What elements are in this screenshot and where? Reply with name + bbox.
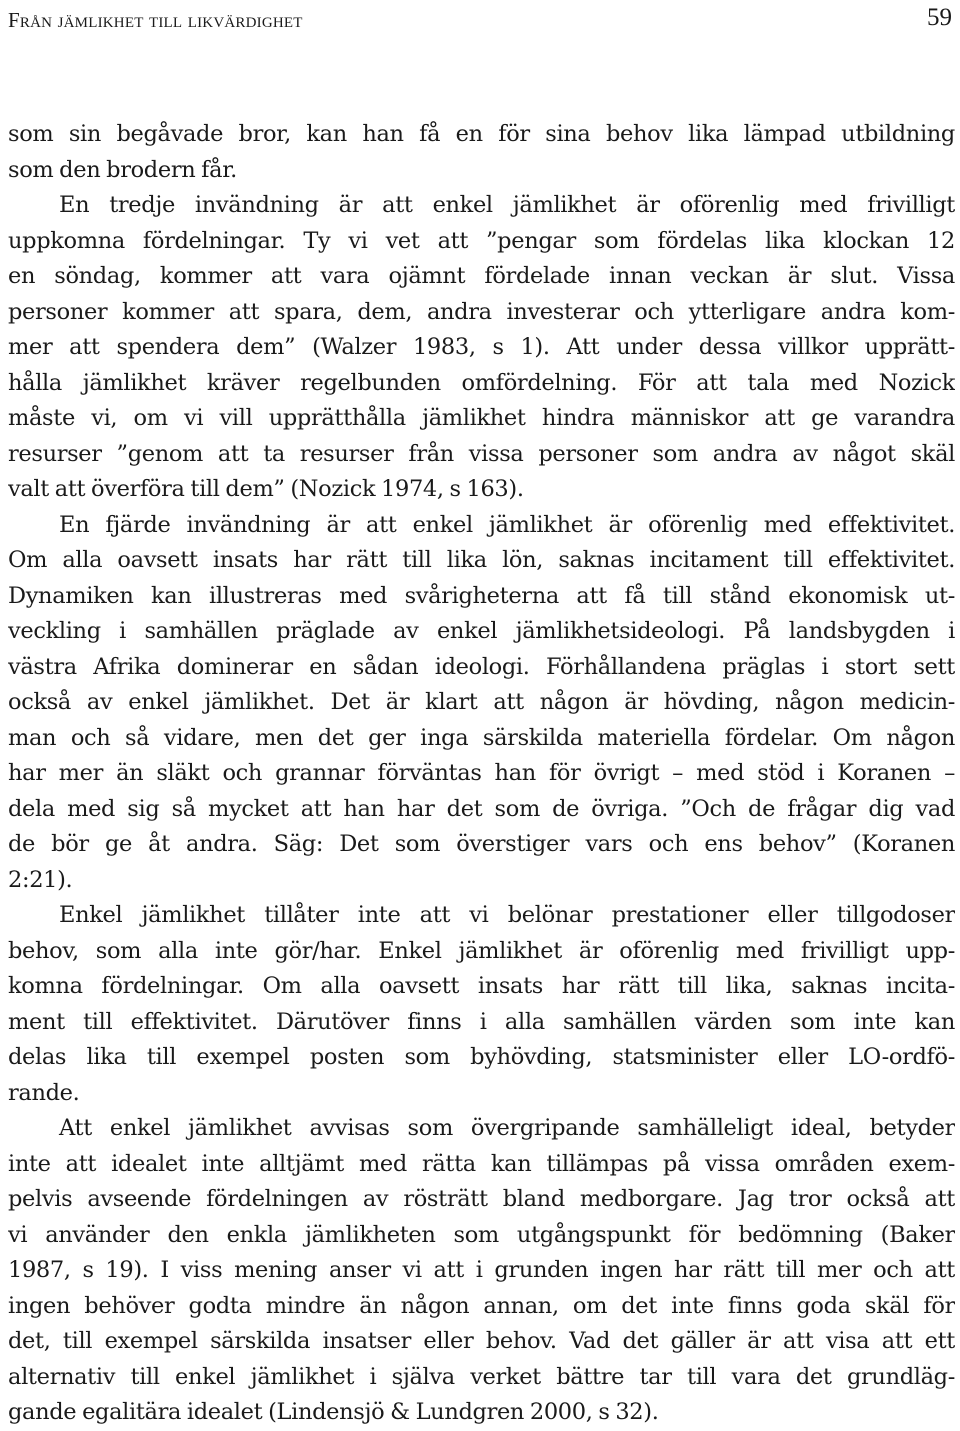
text-line: västra Afrika dominerar en sådan ideologi. Förhållandena präglas i stort sett	[8, 653, 955, 680]
page-number: 59	[927, 4, 952, 31]
text-line: resurser ”genom att ta resurser från vissa personer som andra av något skäl	[8, 440, 955, 467]
text-line: det, till exempel särskilda insatser eller behov. Vad det gäller är att visa att ett	[8, 1328, 955, 1354]
text-line: 1987, s 19). I viss mening anser vi att i grunden ingen har rätt till mer och att	[8, 1257, 955, 1283]
text-line: också av enkel jämlikhet. Det är klart att någon är hövding, någon medicin-	[8, 689, 955, 715]
text-line: måste vi, om vi vill upprätthålla jämlikhet hindra människor att ge varandra	[8, 405, 955, 431]
text-line: alternativ till enkel jämlikhet i själva verket bättre tar till vara det grundläg-	[8, 1363, 955, 1390]
text-line: veckling i samhällen präglade av enkel jämlikhetsideologi. På landsbygden i	[8, 618, 955, 644]
paragraph	[8, 188, 955, 508]
text-line: mer att spendera dem” (Walzer 1983, s 1). Att under dessa villkor upprätt-	[8, 334, 955, 360]
text-line: som sin begåvade bror, kan han få en för sina behov lika lämpad utbildning	[8, 121, 955, 147]
text-line: Om alla oavsett insats har rätt till lika lön, saknas incitament till effektivitet.	[8, 547, 955, 573]
text-line: En fjärde invändning är att enkel jämlikhet är oförenlig med effektivitet.	[59, 511, 955, 538]
text-line: som den brodern får.	[8, 156, 237, 183]
text-line: Dynamiken kan illustreras med svårigheterna att få till stånd ekonomisk ut-	[8, 582, 955, 609]
text-line: gande egalitära idealet (Lindensjö & Lundgren 2000, s 32).	[8, 1399, 659, 1425]
text-line: personer kommer att spara, dem, andra investerar och ytterligare andra kom-	[8, 298, 955, 325]
paragraph	[8, 1111, 955, 1431]
paragraph	[8, 117, 955, 188]
text-line: Att enkel jämlikhet avvisas som övergripande samhälleligt ideal, betyder	[59, 1115, 955, 1141]
running-head-title: Från jämlikhet till likvärdighet	[8, 8, 303, 32]
text-line: de bör ge åt andra. Säg: Det som överstiger vars och ens behov” (Koranen	[8, 831, 955, 857]
text-line: behov, som alla inte gör/har. Enkel jämlikhet är oförenlig med frivilligt upp-	[8, 937, 955, 964]
paragraph	[8, 508, 955, 899]
body-text	[8, 117, 955, 1431]
text-line: en söndag, kommer att vara ojämnt fördelade innan veckan är slut. Vissa	[8, 263, 955, 289]
running-head	[8, 0, 952, 34]
text-line: har mer än släkt och grannar förväntas han för övrigt – med stöd i Koranen –	[8, 760, 955, 786]
text-line: dela med sig så mycket att han har det som de övriga. ”Och de frågar dig vad	[8, 795, 955, 822]
text-line: ingen behöver godta mindre än någon annan, om det inte finns goda skäl för	[8, 1292, 955, 1319]
text-line: pelvis avseende fördelningen av rösträtt bland medborgare. Jag tror också att	[8, 1186, 955, 1212]
text-line: hålla jämlikhet kräver regelbunden omfördelning. För att tala med Nozick	[8, 369, 955, 396]
text-line: inte att idealet inte alltjämt med rätta kan tillämpas på vissa områden exem-	[8, 1150, 955, 1177]
paragraph	[8, 898, 955, 1111]
text-line: valt att överföra till dem” (Nozick 1974, s 163).	[8, 476, 524, 502]
text-line: man och så vidare, men det ger inga särskilda materiella fördelar. Om någon	[8, 724, 955, 751]
text-line: delas lika till exempel posten som byhövding, statsminister eller LO-ordfö-	[8, 1044, 955, 1070]
text-line: uppkomna fördelningar. Ty vi vet att ”pengar som fördelas lika klockan 12	[8, 227, 955, 254]
text-line: 2:21).	[8, 866, 73, 893]
text-line: Enkel jämlikhet tillåter inte att vi belönar prestationer eller tillgodoser	[59, 902, 955, 928]
text-line: rande.	[8, 1079, 80, 1106]
text-line: komna fördelningar. Om alla oavsett insats har rätt till lika, saknas incita-	[8, 973, 955, 999]
text-line: vi använder den enkla jämlikheten som utgångspunkt för bedömning (Baker	[8, 1221, 955, 1248]
text-line: En tredje invändning är att enkel jämlikhet är oförenlig med frivilligt	[59, 192, 955, 218]
text-line: ment till effektivitet. Därutöver finns i alla samhällen värden som inte kan	[8, 1008, 955, 1035]
